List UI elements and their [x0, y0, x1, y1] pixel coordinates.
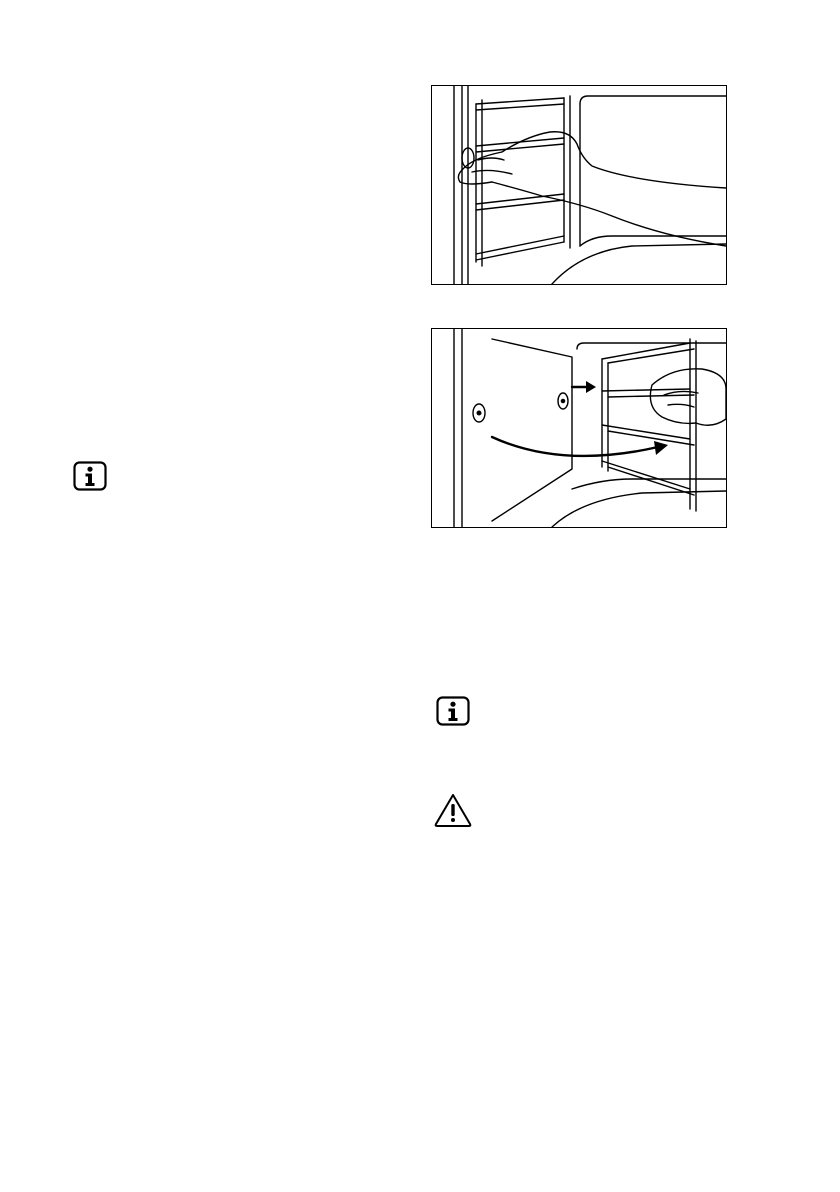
- information-icon: [73, 461, 107, 491]
- figure-install-shelf-support-drawing: [432, 329, 726, 527]
- information-icon-glyph: [73, 461, 107, 491]
- warning-icon: [433, 792, 473, 828]
- warning-icon-glyph: [433, 792, 473, 828]
- figure-remove-shelf-support-drawing: [432, 86, 726, 284]
- figure-install-shelf-support: [431, 328, 727, 528]
- information-icon-glyph: [436, 696, 470, 726]
- figure-remove-shelf-support: [431, 85, 727, 285]
- information-icon: [436, 696, 470, 726]
